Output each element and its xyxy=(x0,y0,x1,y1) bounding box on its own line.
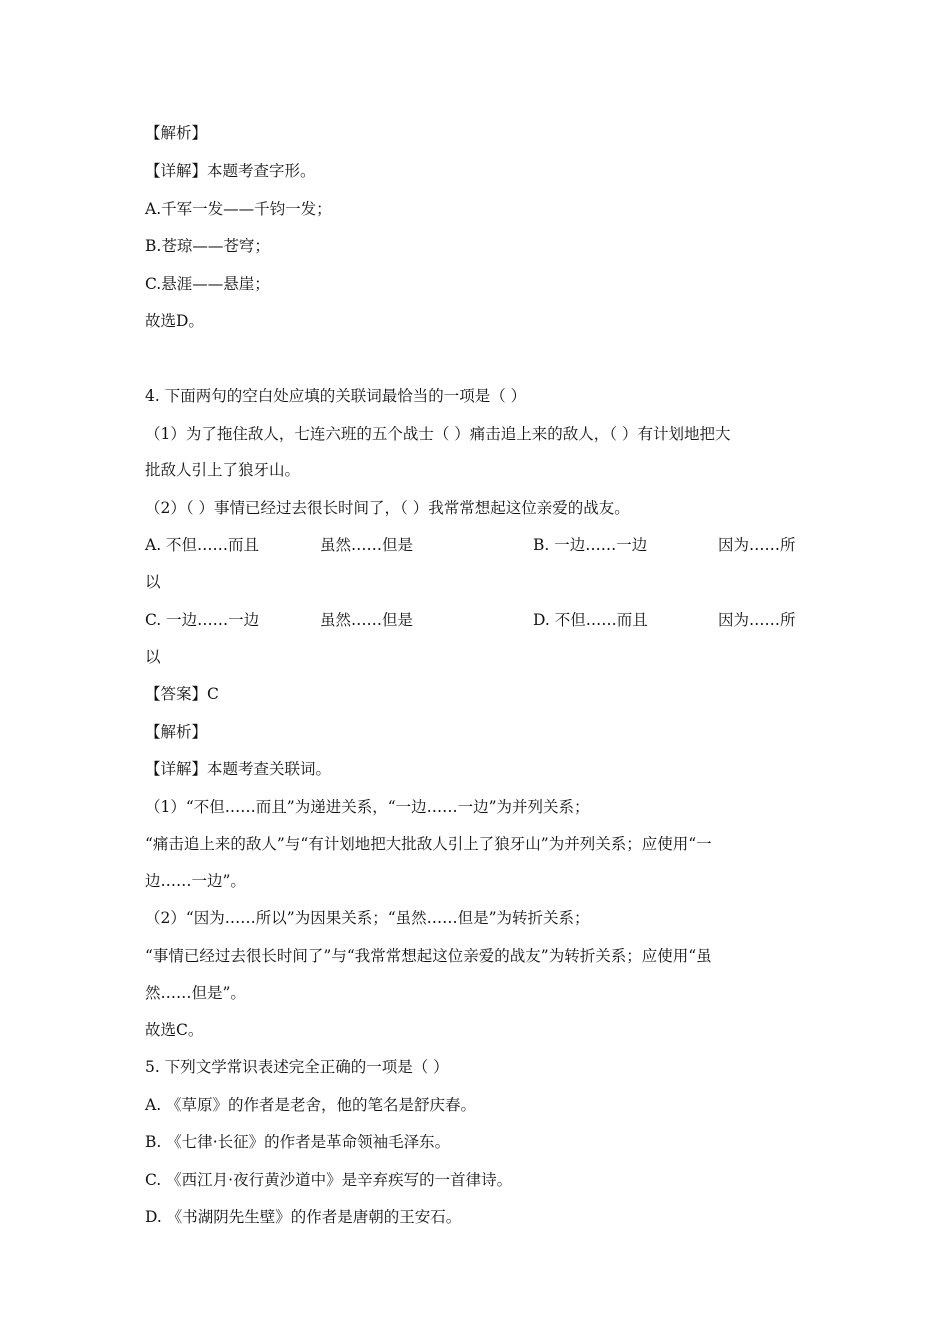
explanation-line: “痛击追上来的敌人”与“有计划地把大批敌人引上了狼牙山”为并列关系；应使用“一 xyxy=(145,835,712,853)
option-d-wrap: 以 xyxy=(145,648,161,666)
analysis-label: 【解析】 xyxy=(145,723,208,741)
option-d-second: 因为……所 xyxy=(718,611,796,629)
option-c-second: 虽然……但是 xyxy=(320,611,414,629)
detail-line: 【详解】本题考查关联词。 xyxy=(145,760,332,778)
option-c-line: C.悬涯——悬崖； xyxy=(145,275,270,293)
explanation-line: “事情已经过去很长时间了”与“我常常想起这位亲爱的战友”为转折关系；应使用“虽 xyxy=(145,947,712,965)
conclusion-line: 故选D。 xyxy=(145,312,204,330)
question-5-option-b: B. 《七律·长征》的作者是革命领袖毛泽东。 xyxy=(145,1133,451,1151)
conclusion-line: 故选C。 xyxy=(145,1021,204,1039)
option-b: B. 一边……一边 xyxy=(533,536,648,554)
question-5-option-c: C. 《西江月·夜行黄沙道中》是辛弃疾写的一首律诗。 xyxy=(145,1171,513,1189)
explanation-line: （1）“不但……而且”为递进关系，“一边……一边”为并列关系； xyxy=(145,798,590,816)
explanation-line: 边……一边”。 xyxy=(145,872,246,890)
option-a-second: 虽然……但是 xyxy=(320,536,414,554)
question-5-option-d: D. 《书湖阴先生壁》的作者是唐朝的王安石。 xyxy=(145,1208,462,1226)
question-4-sentence-1: （1）为了拖住敌人，七连六班的五个战士（ ）痛击追上来的敌人，（ ）有计划地把大 xyxy=(145,425,731,443)
question-4-sentence-1-wrap: 批敌人引上了狼牙山。 xyxy=(145,461,301,479)
question-5-option-a: A. 《草原》的作者是老舍，他的笔名是舒庆春。 xyxy=(145,1096,477,1114)
question-4-stem: 4. 下面两句的空白处应填的关联词最恰当的一项是（ ） xyxy=(145,387,527,405)
option-b-second: 因为……所 xyxy=(718,536,796,554)
option-b-wrap: 以 xyxy=(145,573,161,591)
question-4-sentence-2: （2）（ ）事情已经过去很长时间了，（ ）我常常想起这位亲爱的战友。 xyxy=(145,499,630,517)
answer-line: 【答案】C xyxy=(145,685,219,703)
question-5-stem: 5. 下列文学常识表述完全正确的一项是（ ） xyxy=(145,1058,449,1076)
explanation-line: 然……但是”。 xyxy=(145,984,246,1002)
option-c: C. 一边……一边 xyxy=(145,611,260,629)
option-a-line: A.千军一发——千钧一发； xyxy=(145,200,332,218)
detail-line: 【详解】本题考查字形。 xyxy=(145,162,316,180)
option-b-line: B.苍琼——苍穹； xyxy=(145,237,270,255)
option-a: A. 不但……而且 xyxy=(145,536,260,554)
option-d: D. 不但……而且 xyxy=(533,611,648,629)
explanation-line: （2）“因为……所以”为因果关系；“虽然……但是”为转折关系； xyxy=(145,909,590,927)
analysis-label: 【解析】 xyxy=(145,124,208,142)
